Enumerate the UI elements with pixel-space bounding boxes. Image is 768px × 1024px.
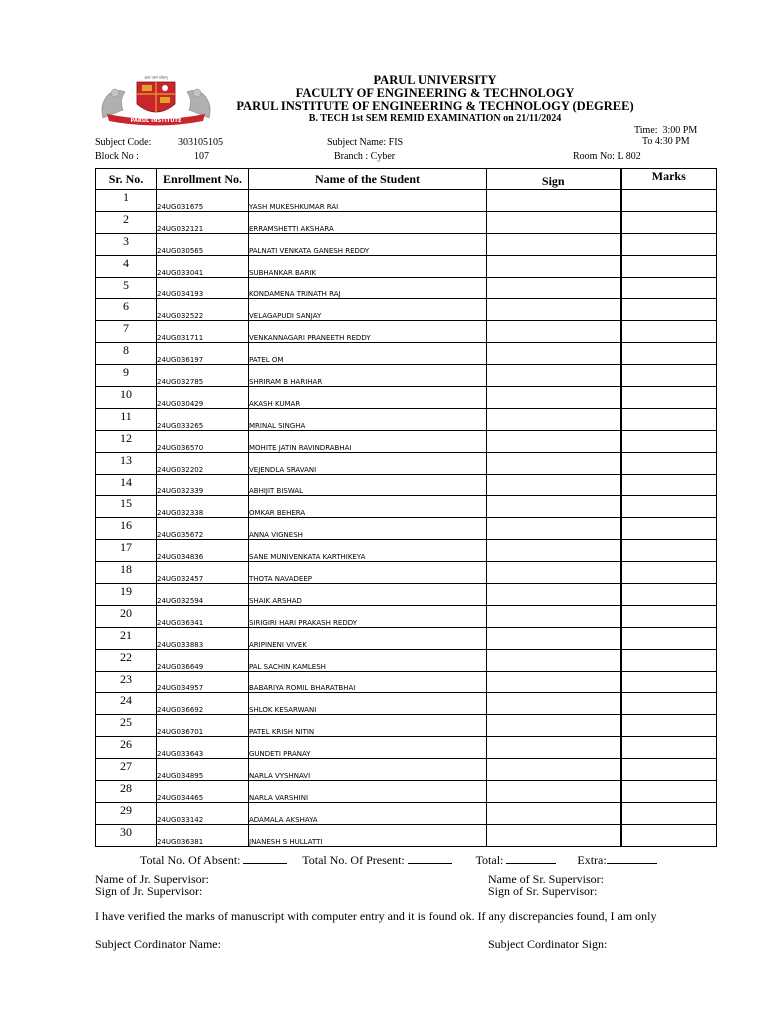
sign-cell[interactable]	[487, 562, 621, 584]
sign-cell[interactable]	[487, 233, 621, 255]
marks-cell[interactable]	[621, 627, 717, 649]
sr-no-cell: 29	[96, 802, 157, 824]
enrollment-cell: 24UG031675	[157, 190, 249, 212]
time-to-info	[642, 136, 690, 148]
enrollment-cell: 24UG036649	[157, 649, 249, 671]
sign-cell[interactable]	[487, 321, 621, 343]
sr-no-cell: 22	[96, 649, 157, 671]
sign-cell[interactable]	[487, 255, 621, 277]
sr-no-cell: 26	[96, 737, 157, 759]
sr-no-cell: 28	[96, 781, 157, 803]
student-name-cell: OMKAR BEHERA	[249, 496, 487, 518]
time-from: 3:00 PM	[662, 125, 698, 136]
table-row	[96, 430, 717, 452]
sign-cell[interactable]	[487, 540, 621, 562]
sr-no-cell: 2	[96, 211, 157, 233]
marks-cell[interactable]	[621, 715, 717, 737]
enrollment-cell: 24UG036692	[157, 693, 249, 715]
marks-cell[interactable]	[621, 671, 717, 693]
marks-cell[interactable]	[621, 605, 717, 627]
marks-cell[interactable]	[621, 496, 717, 518]
student-name-cell: SHAIK ARSHAD	[249, 584, 487, 606]
enrollment-cell: 24UG030429	[157, 387, 249, 409]
sign-cell[interactable]	[487, 474, 621, 496]
student-name-cell: YASH MUKESHKUMAR RAI	[249, 190, 487, 212]
marks-cell[interactable]	[621, 233, 717, 255]
sr-no-cell: 13	[96, 452, 157, 474]
sr-no-cell: 20	[96, 605, 157, 627]
institute-name: PARUL INSTITUTE OF ENGINEERING & TECHNOLOGY (DEGREE)	[236, 99, 634, 113]
marks-cell[interactable]	[621, 824, 717, 846]
marks-cell[interactable]	[621, 321, 717, 343]
sr-no-cell: 24	[96, 693, 157, 715]
enrollment-cell: 24UG032594	[157, 584, 249, 606]
table-row	[96, 299, 717, 321]
sr-no-cell: 23	[96, 671, 157, 693]
sr-no-cell: 19	[96, 584, 157, 606]
table-row	[96, 802, 717, 824]
student-name-cell: SUBHANKAR BARIK	[249, 255, 487, 277]
sign-cell[interactable]	[487, 605, 621, 627]
header-marks: Marks	[621, 169, 717, 190]
student-name-cell: VEJENDLA SRAVANI	[249, 452, 487, 474]
sign-cell[interactable]	[487, 277, 621, 299]
marks-cell[interactable]	[621, 781, 717, 803]
student-name-cell: ERRAMSHETTI AKSHARA	[249, 211, 487, 233]
enrollment-cell: 24UG032457	[157, 562, 249, 584]
marks-cell[interactable]	[621, 474, 717, 496]
table-row	[96, 737, 717, 759]
extra-blank[interactable]	[607, 853, 657, 864]
student-name-cell: ADAMALA AKSHAYA	[249, 802, 487, 824]
sr-no-cell: 27	[96, 759, 157, 781]
table-header-row	[96, 169, 717, 190]
sr-no-cell: 14	[96, 474, 157, 496]
sign-cell[interactable]	[487, 496, 621, 518]
marks-cell[interactable]	[621, 277, 717, 299]
table-row	[96, 540, 717, 562]
branch: Cyber	[370, 151, 396, 162]
absent-blank[interactable]	[243, 853, 287, 864]
student-name-cell: SHRIRAM B HARIHAR	[249, 365, 487, 387]
present-label: Total No. Of Present:	[302, 853, 405, 867]
marks-cell[interactable]	[621, 802, 717, 824]
student-name-cell: AKASH KUMAR	[249, 387, 487, 409]
sign-cell[interactable]	[487, 693, 621, 715]
table-row	[96, 496, 717, 518]
table-row	[96, 605, 717, 627]
enrollment-cell: 24UG034836	[157, 540, 249, 562]
table-row	[96, 759, 717, 781]
enrollment-cell: 24UG034193	[157, 277, 249, 299]
enrollment-cell: 24UG032339	[157, 474, 249, 496]
student-name-cell: KONDAMENA TRINATH RAJ	[249, 277, 487, 299]
room-no: L 802	[617, 151, 641, 162]
sr-no-cell: 10	[96, 387, 157, 409]
enrollment-cell: 24UG036701	[157, 715, 249, 737]
student-name-cell: VENKANNAGARI PRANEETH REDDY	[249, 321, 487, 343]
sr-no-cell: 9	[96, 365, 157, 387]
student-name-cell: MOHITE JATIN RAVINDRABHAI	[249, 430, 487, 452]
student-name-cell: SHLOK KESARWANI	[249, 693, 487, 715]
sign-cell[interactable]	[487, 781, 621, 803]
marks-cell[interactable]	[621, 299, 717, 321]
table-row	[96, 474, 717, 496]
table-row	[96, 781, 717, 803]
table-row	[96, 277, 717, 299]
header-student-name: Name of the Student	[249, 169, 487, 190]
time-to: 4:30 PM	[654, 136, 690, 147]
student-name-cell: ABHIJIT BISWAL	[249, 474, 487, 496]
sr-no-cell: 7	[96, 321, 157, 343]
table-row	[96, 343, 717, 365]
sign-cell[interactable]	[487, 824, 621, 846]
sign-cell[interactable]	[487, 627, 621, 649]
sign-cell[interactable]	[487, 671, 621, 693]
enrollment-cell: 24UG032522	[157, 299, 249, 321]
sr-no-cell: 25	[96, 715, 157, 737]
sr-no-cell: 8	[96, 343, 157, 365]
subject-name: FIS	[388, 137, 404, 148]
sr-no-cell: 4	[96, 255, 157, 277]
absent-label: Total No. Of Absent:	[140, 853, 241, 867]
total-blank[interactable]	[506, 853, 556, 864]
table-row	[96, 584, 717, 606]
enrollment-cell: 24UG032338	[157, 496, 249, 518]
enrollment-cell: 24UG034895	[157, 759, 249, 781]
subject-code-label: Subject Code:	[95, 137, 152, 148]
sr-no-cell: 3	[96, 233, 157, 255]
sign-cell[interactable]	[487, 387, 621, 409]
sign-cell[interactable]	[487, 299, 621, 321]
sign-cell[interactable]	[487, 408, 621, 430]
table-row	[96, 408, 717, 430]
student-name-cell: NARLA VYSHNAVI	[249, 759, 487, 781]
verification-statement: I have verified the marks of manuscript with computer entry and it is found ok. If any discrepancies found, I am only	[95, 909, 657, 923]
table-row	[96, 233, 717, 255]
subject-name-info	[327, 137, 403, 149]
coordinator-name: Subject Cordinator Name:	[95, 937, 221, 951]
table-row	[96, 321, 717, 343]
enrollment-cell: 24UG033142	[157, 802, 249, 824]
sign-cell[interactable]	[487, 518, 621, 540]
sr-supervisor-name: Name of Sr. Supervisor:	[488, 872, 604, 886]
table-row	[96, 627, 717, 649]
sign-cell[interactable]	[487, 802, 621, 824]
total-label: Total:	[475, 853, 504, 867]
enrollment-cell: 24UG036341	[157, 605, 249, 627]
enrollment-cell: 24UG034465	[157, 781, 249, 803]
marks-cell[interactable]	[621, 343, 717, 365]
room-label: Room No:	[573, 151, 615, 162]
enrollment-cell: 24UG034957	[157, 671, 249, 693]
sr-supervisor-sign: Sign of Sr. Supervisor:	[488, 884, 598, 898]
student-name-cell: THOTA NAVADEEP	[249, 562, 487, 584]
sign-cell[interactable]	[487, 211, 621, 233]
marks-cell[interactable]	[621, 649, 717, 671]
sign-cell[interactable]	[487, 430, 621, 452]
time-label: Time:	[634, 125, 658, 136]
student-name-cell: ARIPINENI VIVEK	[249, 627, 487, 649]
enrollment-cell: 24UG033883	[157, 627, 249, 649]
enrollment-cell: 24UG036197	[157, 343, 249, 365]
block-no: 107	[194, 151, 209, 162]
student-name-cell: SANE MUNIVENKATA KARTHIKEYA	[249, 540, 487, 562]
room-info	[573, 151, 641, 163]
enrollment-cell: 24UG033265	[157, 408, 249, 430]
totals-line	[140, 853, 657, 868]
block-label: Block No :	[95, 151, 139, 162]
sign-cell[interactable]	[487, 737, 621, 759]
table-row	[96, 824, 717, 846]
marks-cell[interactable]	[621, 693, 717, 715]
student-name-cell: MRINAL SINGHA	[249, 408, 487, 430]
sr-no-cell: 16	[96, 518, 157, 540]
table-row	[96, 649, 717, 671]
table-row	[96, 671, 717, 693]
sr-no-cell: 30	[96, 824, 157, 846]
table-row	[96, 365, 717, 387]
enrollment-cell: 24UG033041	[157, 255, 249, 277]
sr-no-cell: 11	[96, 408, 157, 430]
faculty-name: FACULTY OF ENGINEERING & TECHNOLOGY	[295, 86, 575, 100]
table-row	[96, 518, 717, 540]
present-blank[interactable]	[408, 853, 452, 864]
student-name-cell: GUNDETI PRANAY	[249, 737, 487, 759]
sr-no-cell: 5	[96, 277, 157, 299]
table-row	[96, 387, 717, 409]
enrollment-cell: 24UG032202	[157, 452, 249, 474]
extra-label: Extra:	[577, 853, 607, 867]
header-sign: Sign	[487, 169, 621, 190]
sr-no-cell: 1	[96, 190, 157, 212]
coordinator-sign: Subject Cordinator Sign:	[488, 937, 608, 951]
marks-cell[interactable]	[621, 518, 717, 540]
marks-cell[interactable]	[621, 387, 717, 409]
sign-cell[interactable]	[487, 190, 621, 212]
marks-cell[interactable]	[621, 562, 717, 584]
enrollment-cell: 24UG032121	[157, 211, 249, 233]
marks-cell[interactable]	[621, 584, 717, 606]
header-enrollment: Enrollment No.	[157, 169, 249, 190]
sign-cell[interactable]	[487, 365, 621, 387]
marks-cell[interactable]	[621, 540, 717, 562]
marks-cell[interactable]	[621, 452, 717, 474]
table-row	[96, 190, 717, 212]
sr-no-cell: 12	[96, 430, 157, 452]
logo-motto: ज्ञानं परमं ध्येयम्	[144, 75, 168, 80]
marks-cell[interactable]	[621, 190, 717, 212]
sign-cell[interactable]	[487, 715, 621, 737]
sign-cell[interactable]	[487, 759, 621, 781]
table-row	[96, 211, 717, 233]
student-name-cell: PATEL KRISH NITIN	[249, 715, 487, 737]
branch-label: Branch :	[334, 151, 369, 162]
marks-cell[interactable]	[621, 408, 717, 430]
jr-supervisor-name: Name of Jr. Supervisor:	[95, 872, 209, 886]
marks-cell[interactable]	[621, 255, 717, 277]
sign-cell[interactable]	[487, 584, 621, 606]
jr-supervisor-sign: Sign of Jr. Supervisor:	[95, 884, 203, 898]
sr-no-cell: 15	[96, 496, 157, 518]
student-name-cell: SIRIGIRI HARI PRAKASH REDDY	[249, 605, 487, 627]
subject-code: 303105105	[178, 137, 223, 148]
sr-no-cell: 21	[96, 627, 157, 649]
table-row	[96, 693, 717, 715]
marks-cell[interactable]	[621, 365, 717, 387]
table-row	[96, 715, 717, 737]
marks-cell[interactable]	[621, 737, 717, 759]
student-name-cell: ANNA VIGNESH	[249, 518, 487, 540]
enrollment-cell: 24UG035672	[157, 518, 249, 540]
student-name-cell: BABARIYA ROMIL BHARATBHAI	[249, 671, 487, 693]
branch-info	[334, 151, 395, 163]
enrollment-cell: 24UG032785	[157, 365, 249, 387]
university-logo	[95, 74, 217, 128]
header-sr-no: Sr. No.	[96, 169, 157, 190]
time-to-label: To	[642, 136, 653, 147]
enrollment-cell: 24UG031711	[157, 321, 249, 343]
enrollment-cell: 24UG036381	[157, 824, 249, 846]
sign-cell[interactable]	[487, 343, 621, 365]
student-name-cell: JNANESH S HULLATTI	[249, 824, 487, 846]
sr-no-cell: 18	[96, 562, 157, 584]
enrollment-cell: 24UG036570	[157, 430, 249, 452]
table-row	[96, 255, 717, 277]
student-name-cell: PALNATI VENKATA GANESH REDDY	[249, 233, 487, 255]
student-name-cell: VELAGAPUDI SANJAY	[249, 299, 487, 321]
sign-cell[interactable]	[487, 452, 621, 474]
marks-cell[interactable]	[621, 430, 717, 452]
university-name: PARUL UNIVERSITY	[373, 73, 497, 87]
subject-name-label: Subject Name:	[327, 137, 387, 148]
enrollment-cell: 24UG030565	[157, 233, 249, 255]
sign-cell[interactable]	[487, 649, 621, 671]
student-name-cell: PAL SACHIN KAMLESH	[249, 649, 487, 671]
enrollment-cell: 24UG033643	[157, 737, 249, 759]
student-name-cell: NARLA VARSHINI	[249, 781, 487, 803]
attendance-table	[95, 168, 717, 847]
logo-banner-text: PARUL INSTITUTE	[130, 118, 182, 124]
table-row	[96, 452, 717, 474]
marks-cell[interactable]	[621, 211, 717, 233]
marks-cell[interactable]	[621, 759, 717, 781]
exam-title: B. TECH 1st SEM REMID EXAMINATION on 21/11/2024	[308, 113, 562, 124]
student-name-cell: PATEL OM	[249, 343, 487, 365]
sr-no-cell: 17	[96, 540, 157, 562]
sr-no-cell: 6	[96, 299, 157, 321]
table-row	[96, 562, 717, 584]
